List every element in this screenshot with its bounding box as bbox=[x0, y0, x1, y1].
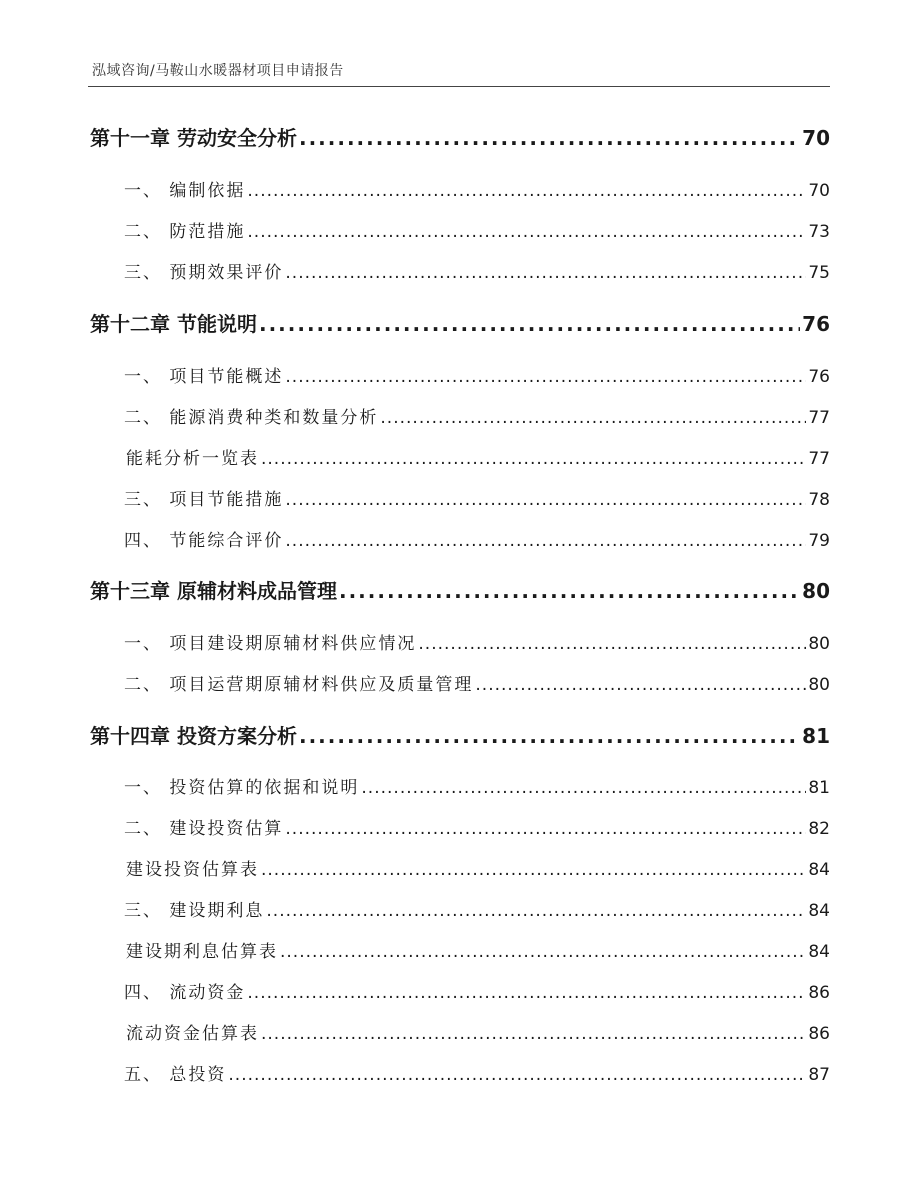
toc-page-number: 70 bbox=[802, 126, 830, 150]
toc-table-entry[interactable] bbox=[90, 444, 830, 469]
toc-section[interactable] bbox=[90, 258, 830, 283]
toc-entry-title: 一、 编制依据 bbox=[124, 181, 246, 201]
toc-table-entry[interactable] bbox=[90, 1019, 830, 1044]
toc-section[interactable] bbox=[90, 362, 830, 387]
toc-entry-title: 第十一章 劳动安全分析 bbox=[90, 126, 297, 150]
toc-page-number: 82 bbox=[808, 819, 830, 839]
toc-entry-title: 三、 预期效果评价 bbox=[124, 263, 284, 283]
toc-table-entry[interactable] bbox=[90, 855, 830, 880]
toc-leader-dots bbox=[285, 531, 806, 551]
toc-leader-dots bbox=[380, 408, 806, 428]
toc-section[interactable] bbox=[90, 978, 830, 1003]
toc-leader-dots bbox=[247, 181, 806, 201]
toc-entry-title: 第十四章 投资方案分析 bbox=[90, 724, 297, 748]
toc-section[interactable] bbox=[90, 629, 830, 654]
toc-entry-title: 二、 防范措施 bbox=[124, 222, 246, 242]
toc-chapter[interactable] bbox=[90, 308, 830, 337]
toc-leader-dots bbox=[247, 983, 806, 1003]
toc-page-number: 81 bbox=[808, 778, 830, 798]
toc-chapter[interactable] bbox=[90, 122, 830, 151]
toc-leader-dots bbox=[247, 222, 806, 242]
toc-chapter[interactable] bbox=[90, 720, 830, 749]
toc-table-entry[interactable] bbox=[90, 937, 830, 962]
toc-entry-title: 一、 投资估算的依据和说明 bbox=[124, 778, 360, 798]
toc-entry-title: 四、 流动资金 bbox=[124, 983, 246, 1003]
toc-section[interactable] bbox=[90, 814, 830, 839]
toc-section[interactable] bbox=[90, 526, 830, 551]
toc-entry-title: 建设投资估算表 bbox=[126, 860, 259, 880]
toc-page-number: 84 bbox=[808, 901, 830, 921]
toc-page-number: 78 bbox=[808, 490, 830, 510]
toc-entry-title: 三、 项目节能措施 bbox=[124, 490, 284, 510]
toc-leader-dots bbox=[261, 449, 806, 469]
toc-leader-dots bbox=[259, 312, 800, 336]
toc-entry-title: 一、 项目节能概述 bbox=[124, 367, 284, 387]
toc-page-number: 77 bbox=[808, 449, 830, 469]
toc-section[interactable] bbox=[90, 403, 830, 428]
toc-entry-title: 二、 项目运营期原辅材料供应及质量管理 bbox=[124, 675, 474, 695]
toc-entry-title: 第十三章 原辅材料成品管理 bbox=[90, 579, 337, 603]
toc-section[interactable] bbox=[90, 773, 830, 798]
toc-page-number: 75 bbox=[808, 263, 830, 283]
toc-leader-dots bbox=[261, 1024, 806, 1044]
toc-page-number: 84 bbox=[808, 942, 830, 962]
toc-section[interactable] bbox=[90, 176, 830, 201]
toc-page-number: 80 bbox=[808, 634, 830, 654]
toc-section[interactable] bbox=[90, 217, 830, 242]
toc-leader-dots bbox=[228, 1065, 806, 1085]
toc-page-number: 87 bbox=[808, 1065, 830, 1085]
toc-section[interactable] bbox=[90, 485, 830, 510]
toc-leader-dots bbox=[266, 901, 806, 921]
toc-leader-dots bbox=[475, 675, 806, 695]
toc-leader-dots bbox=[361, 778, 806, 798]
toc-page-number: 86 bbox=[808, 983, 830, 1003]
toc-entry-title: 二、 能源消费种类和数量分析 bbox=[124, 408, 379, 428]
toc-leader-dots bbox=[285, 819, 806, 839]
toc-leader-dots bbox=[339, 579, 800, 603]
toc-entry-title: 五、 总投资 bbox=[124, 1065, 227, 1085]
toc-page-number: 76 bbox=[802, 312, 830, 336]
toc-entry-title: 四、 节能综合评价 bbox=[124, 531, 284, 551]
toc-leader-dots bbox=[285, 490, 806, 510]
toc-leader-dots bbox=[285, 367, 806, 387]
toc-entry-title: 流动资金估算表 bbox=[126, 1024, 259, 1044]
running-header: 泓域咨询/马鞍山水暖器材项目申请报告 bbox=[92, 63, 344, 79]
header-divider bbox=[88, 86, 830, 87]
toc-section[interactable] bbox=[90, 1060, 830, 1085]
toc-leader-dots bbox=[418, 634, 806, 654]
toc-page-number: 76 bbox=[808, 367, 830, 387]
toc-entry-title: 建设期利息估算表 bbox=[126, 942, 278, 962]
toc-entry-title: 能耗分析一览表 bbox=[126, 449, 259, 469]
toc-page-number: 79 bbox=[808, 531, 830, 551]
toc-leader-dots bbox=[285, 263, 806, 283]
toc-section[interactable] bbox=[90, 896, 830, 921]
toc-entry-title: 二、 建设投资估算 bbox=[124, 819, 284, 839]
toc-page-number: 80 bbox=[802, 579, 830, 603]
toc-entry-title: 三、 建设期利息 bbox=[124, 901, 265, 921]
toc-page-number: 73 bbox=[808, 222, 830, 242]
toc-page-number: 80 bbox=[808, 675, 830, 695]
toc-leader-dots bbox=[280, 942, 806, 962]
toc-section[interactable] bbox=[90, 670, 830, 695]
toc-page-number: 70 bbox=[808, 181, 830, 201]
toc-leader-dots bbox=[299, 126, 800, 150]
toc-page-number: 86 bbox=[808, 1024, 830, 1044]
toc-entry-title: 一、 项目建设期原辅材料供应情况 bbox=[124, 634, 417, 654]
toc-leader-dots bbox=[261, 860, 806, 880]
toc-page-number: 77 bbox=[808, 408, 830, 428]
toc-leader-dots bbox=[299, 724, 800, 748]
toc-page-number: 84 bbox=[808, 860, 830, 880]
toc-entry-title: 第十二章 节能说明 bbox=[90, 312, 257, 336]
toc-chapter[interactable] bbox=[90, 575, 830, 604]
toc-page-number: 81 bbox=[802, 724, 830, 748]
